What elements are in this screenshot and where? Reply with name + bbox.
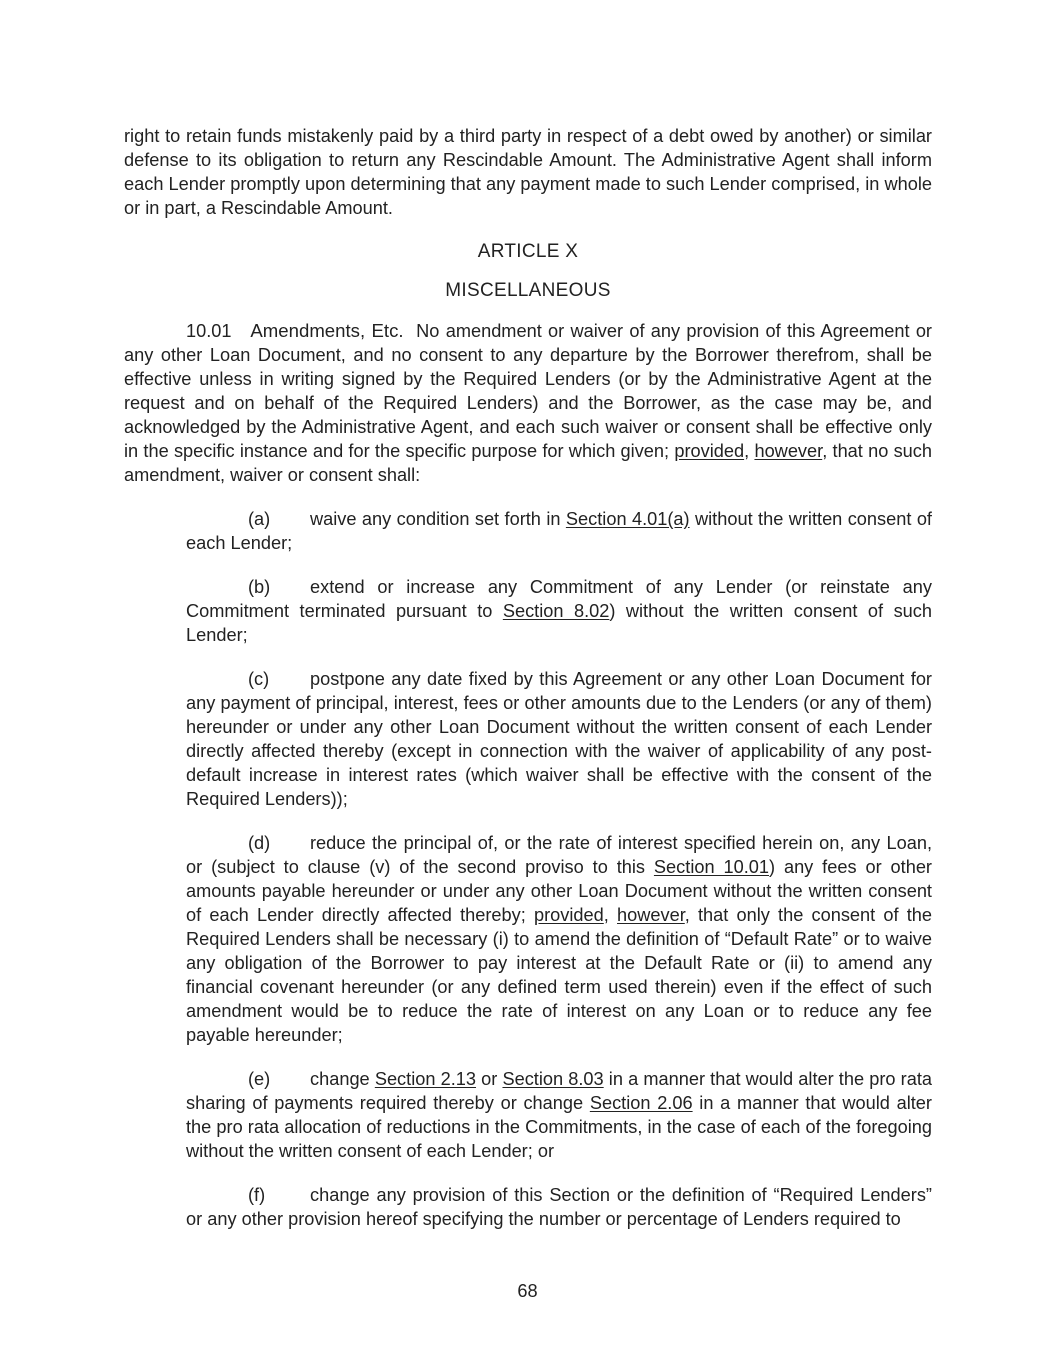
section-body-part1: No amendment or waiver of any provision of this Agreement or any other Loan Document, and no consent to any departure by the Borrower therefrom, shall be effective unless in writing signed by the Required Lenders (or by the Administrative Agent at the request and on behalf of the Required Lenders) and the Borrower, as the case may be, and acknowledged by the Administrative Agent, and each such waiver or consent shall be effective only in the specific instance and for the specific purpose for which given; xyxy=(124,321,932,461)
section-body-part2: , that no such amendment, waiver or consent shall: xyxy=(124,441,932,485)
clause-e-text-2: or xyxy=(476,1069,503,1089)
clause-b xyxy=(186,575,932,647)
intro-paragraph: right to retain funds mistakenly paid by a third party in respect of a debt owed by another) or similar defense to its obligation to return any Rescindable Amount. The Administrative Agent shall inform each Lender promptly upon determining that any payment made to such Lender comprised, in whole or in part, a Rescindable Amount. xyxy=(124,126,932,218)
clause-d-comma: , xyxy=(603,905,618,925)
section-number: 10.01 xyxy=(186,321,232,341)
clause-d-text-3: , that only the consent of the Required Lenders shall be necessary (i) to amend the definition of “Default Rate” or to waive any obligation of the Borrower to pay interest at the Default Rate or (ii) to amend any financial covenant hereunder (or any defined term used therein) even if the effect of such amendment would be to reduce the rate of interest on any Loan or to reduce any fee payable hereunder; xyxy=(186,905,932,1045)
clause-d-label: (d) xyxy=(248,833,271,853)
clause-e-text-1: change xyxy=(310,1069,375,1089)
clause-a xyxy=(186,507,932,555)
document-page xyxy=(124,124,932,1251)
clause-c xyxy=(186,667,932,811)
section-reference-2-06: Section 2.06 xyxy=(589,1093,693,1113)
clause-e-text-3: in a manner that would alter the pro rata sharing of payments required thereby or change xyxy=(186,1069,932,1113)
article-heading: ARTICLE X xyxy=(477,241,579,262)
clause-f-label: (f) xyxy=(248,1185,266,1205)
section-reference-4-01a: Section 4.01(a) xyxy=(565,509,690,529)
clause-e xyxy=(186,1067,932,1163)
provided-term: provided xyxy=(674,441,745,461)
page-number: 68 xyxy=(517,1281,538,1301)
clause-d-text-2: ) any fees or other amounts payable hereunder or under any other Loan Document without the written consent of each Lender directly affected thereby; xyxy=(186,857,932,925)
clause-d-text-1: reduce the principal of, or the rate of interest specified herein on, any Loan, or (subject to clause (v) of the second proviso to this xyxy=(186,833,932,877)
section-reference-10-01: Section 10.01 xyxy=(653,857,769,877)
clause-a-text-2: without the written consent of each Lender; xyxy=(186,509,932,553)
clause-b-label: (b) xyxy=(248,577,271,597)
section-comma: , xyxy=(744,441,755,461)
section-reference-8-02: Section 8.02 xyxy=(502,601,610,621)
article-title: MISCELLANEOUS xyxy=(445,280,611,301)
clause-e-label: (e) xyxy=(248,1069,271,1089)
clause-c-text-1: postpone any date fixed by this Agreement or any other Loan Document for any payment of principal, interest, fees or other amounts due to the Lenders (or any of them) hereunder or under any other Loan Document without the written consent of each Lender directly affected thereby (except in connection with the waiver of applicability of any post-default increase in interest rates (which waiver shall be effective with the consent of the Required Lenders)); xyxy=(186,669,932,809)
section-title: Amendments, Etc. xyxy=(250,320,404,341)
however-term: however xyxy=(617,905,685,925)
clause-a-text-1: waive any condition set forth in xyxy=(310,509,566,529)
section-reference-8-03: Section 8.03 xyxy=(502,1069,604,1089)
however-term: however xyxy=(754,441,823,461)
section-10-01-paragraph xyxy=(124,319,932,487)
clause-f xyxy=(186,1183,932,1231)
section-reference-2-13: Section 2.13 xyxy=(374,1069,477,1089)
clause-d xyxy=(186,831,932,1047)
clause-b-text-1: extend or increase any Commitment of any Lender (or reinstate any Commitment terminated pursuant to xyxy=(186,577,932,621)
clause-c-label: (c) xyxy=(248,669,270,689)
clause-a-label: (a) xyxy=(248,509,271,529)
clause-f-text-1: change any provision of this Section or the definition of “Required Lenders” or any other provision hereof specifying the number or percentage of Lenders required to xyxy=(186,1185,932,1229)
clause-b-text-2: ) without the written consent of such Lender; xyxy=(186,601,932,645)
provided-term: provided xyxy=(534,905,604,925)
clause-e-text-4: in a manner that would alter the pro rata allocation of reductions in the Commitments, in the case of each of the foregoing without the written consent of each Lender; or xyxy=(186,1093,932,1161)
